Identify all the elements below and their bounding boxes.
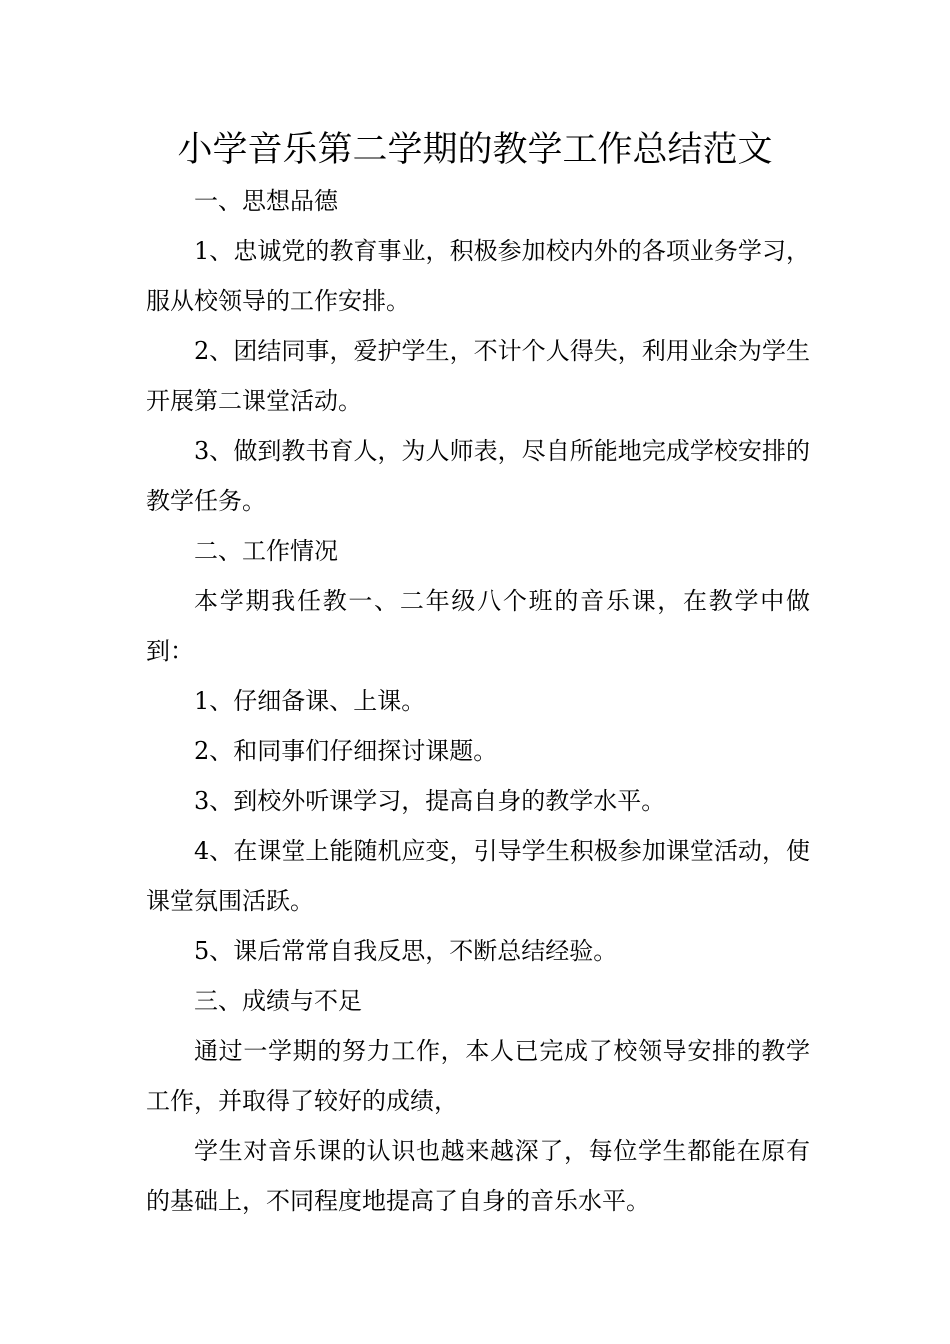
section-heading-2: 二、工作情况 — [194, 537, 338, 565]
paragraph-2: 2、团结同事，爱护学生，不计个人得失，利用业余为学生开展第二课堂活动。 — [146, 337, 810, 415]
paragraph-1: 1、忠诚党的教育事业，积极参加校内外的各项业务学习，服从校领导的工作安排。 — [146, 237, 810, 315]
paragraph-5: 1、仔细备课、上课。 — [194, 687, 426, 715]
document-body — [146, 176, 810, 1226]
paragraph-9: 5、课后常常自我反思，不断总结经验。 — [194, 937, 618, 965]
paragraph-7: 3、到校外听课学习，提高自身的教学水平。 — [194, 787, 666, 815]
paragraph-3: 3、做到教书育人，为人师表，尽自所能地完成学校安排的教学任务。 — [146, 437, 810, 515]
paragraph-6: 2、和同事们仔细探讨课题。 — [194, 737, 498, 765]
paragraph-11: 学生对音乐课的认识也越来越深了，每位学生都能在原有的基础上，不同程度地提高了自身的音乐水平。 — [146, 1137, 810, 1215]
document-title: 小学音乐第二学期的教学工作总结范文 — [177, 130, 773, 170]
section-heading-3: 三、成绩与不足 — [194, 987, 362, 1015]
paragraph-8: 4、在课堂上能随机应变，引导学生积极参加课堂活动，使课堂氛围活跃。 — [146, 837, 810, 915]
paragraph-4: 本学期我任教一、二年级八个班的音乐课，在教学中做到： — [146, 587, 810, 665]
section-heading-1: 一、思想品德 — [194, 187, 338, 215]
paragraph-10: 通过一学期的努力工作，本人已完成了校领导安排的教学工作，并取得了较好的成绩， — [146, 1037, 810, 1115]
